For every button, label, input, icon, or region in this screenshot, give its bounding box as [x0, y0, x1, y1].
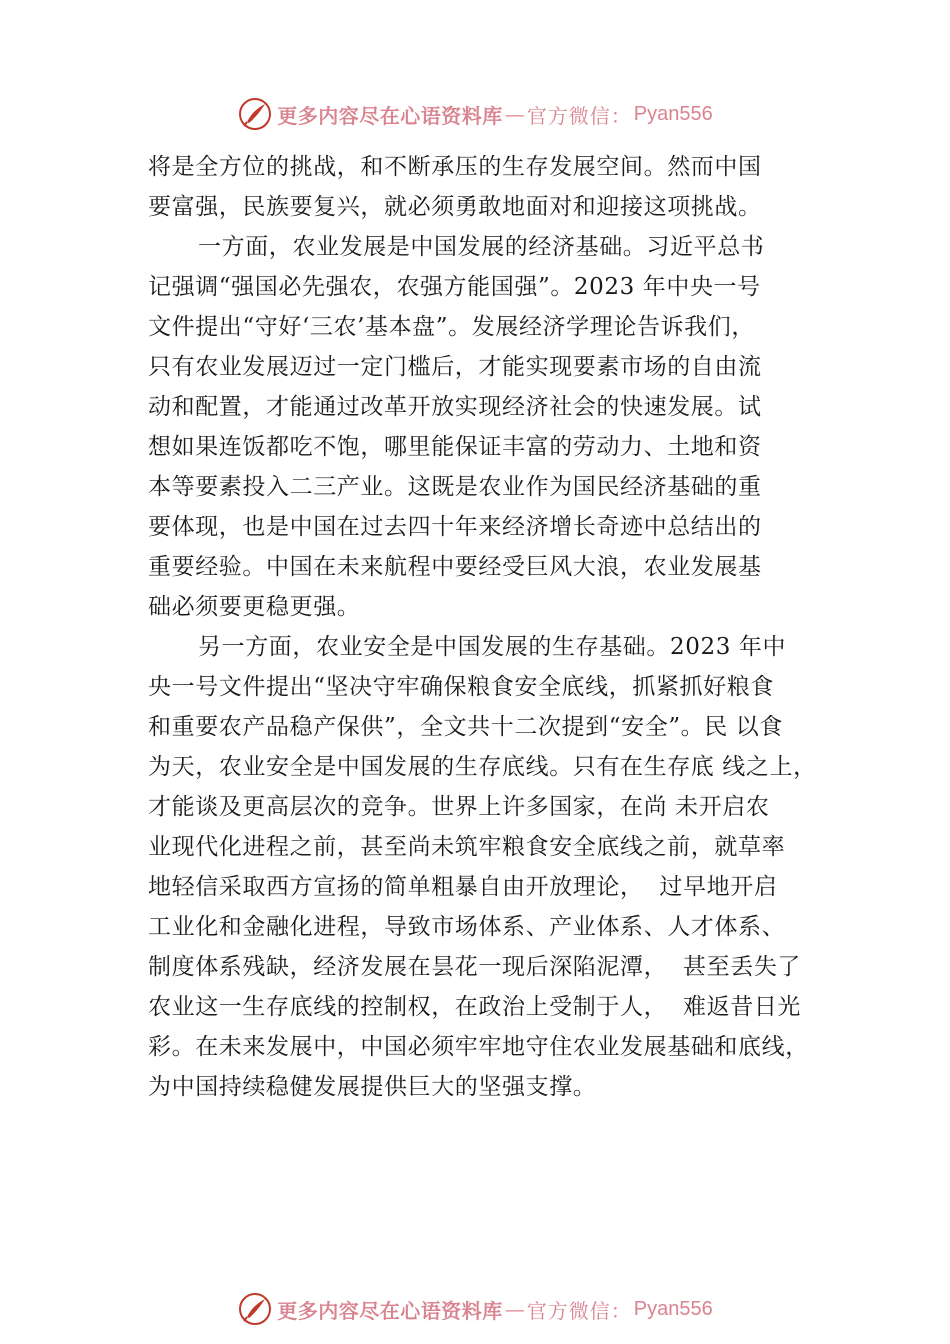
footer-wechat-label: 官方微信：: [526, 1298, 632, 1323]
text-line: 文件提出“守好‘三农’基本盘”。发展经济学理论告诉我们，: [148, 314, 755, 340]
text-line: 重要经验。中国在未来航程中要经受巨风大浪，农业发展基: [148, 554, 762, 580]
text-line: 础必须要更稳更强。: [148, 594, 361, 620]
header-wechat-id: Pyan556: [633, 102, 713, 125]
footer-banner: [0, 1289, 950, 1329]
header-banner: [0, 94, 950, 134]
text-line: 动和配置，才能通过改革开放实现经济社会的快速发展。试: [148, 394, 762, 420]
text-line: 制度体系残缺，经济发展在昙花一现后深陷泥潭， 甚至丢失了: [148, 954, 802, 980]
header-brand: 更多内容尽在心语资料库: [277, 103, 503, 128]
footer-dash: —: [504, 1297, 525, 1321]
quill-logo-icon: [237, 96, 273, 132]
text-line: 为中国持续稳健发展提供巨大的坚强支撑。: [148, 1074, 597, 1100]
text-line: 要富强，民族要复兴，就必须勇敢地面对和迎接这项挑战。: [148, 194, 762, 220]
text-line: 将是全方位的挑战，和不断承压的生存发展空间。然而中国: [148, 154, 762, 180]
footer-wechat-id: Pyan556: [633, 1297, 713, 1320]
text-line: 本等要素投入二三产业。这既是农业作为国民经济基础的重: [148, 474, 762, 500]
text-line: 地轻信采取西方宣扬的简单粗暴自由开放理论， 过早地开启: [148, 874, 778, 900]
quill-logo-icon: [237, 1291, 273, 1327]
text-line: 为天，农业安全是中国发展的生存底线。只有在生存底 线之上，: [148, 754, 817, 780]
footer-brand: 更多内容尽在心语资料库: [277, 1298, 503, 1323]
text-line: 一方面，农业发展是中国发展的经济基础。习近平总书: [198, 234, 765, 260]
header-wechat-label: 官方微信：: [526, 103, 632, 128]
text-line: 农业这一生存底线的控制权，在政治上受制于人， 难返昔日光: [148, 994, 802, 1020]
header-dash: —: [504, 102, 525, 126]
text-line: 和重要农产品稳产保供”，全文共十二次提到“安全”。民 以食: [148, 714, 783, 740]
text-line: 业现代化进程之前，甚至尚未筑牢粮食安全底线之前，就草率: [148, 834, 786, 860]
text-line: 要体现，也是中国在过去四十年来经济增长奇迹中总结出的: [148, 514, 762, 540]
text-line: 工业化和金融化进程，导致市场体系、产业体系、人才体系、: [148, 914, 786, 940]
text-line: 想如果连饭都吃不饱，哪里能保证丰富的劳动力、土地和资: [148, 434, 762, 460]
text-line: 央一号文件提出“坚决守牢确保粮食安全底线，抓紧抓好粮食: [148, 674, 774, 700]
text-line: 彩。在未来发展中，中国必须牢牢地守住农业发展基础和底线，: [148, 1034, 809, 1060]
text-line: 另一方面，农业安全是中国发展的生存基础。2023 年中: [198, 634, 787, 660]
text-line: 记强调“强国必先强农，农强方能国强”。2023 年中央一号: [148, 274, 761, 300]
text-line: 才能谈及更高层次的竞争。世界上许多国家，在尚 未开启农: [148, 794, 770, 820]
text-line: 只有农业发展迈过一定门槛后，才能实现要素市场的自由流: [148, 354, 762, 380]
